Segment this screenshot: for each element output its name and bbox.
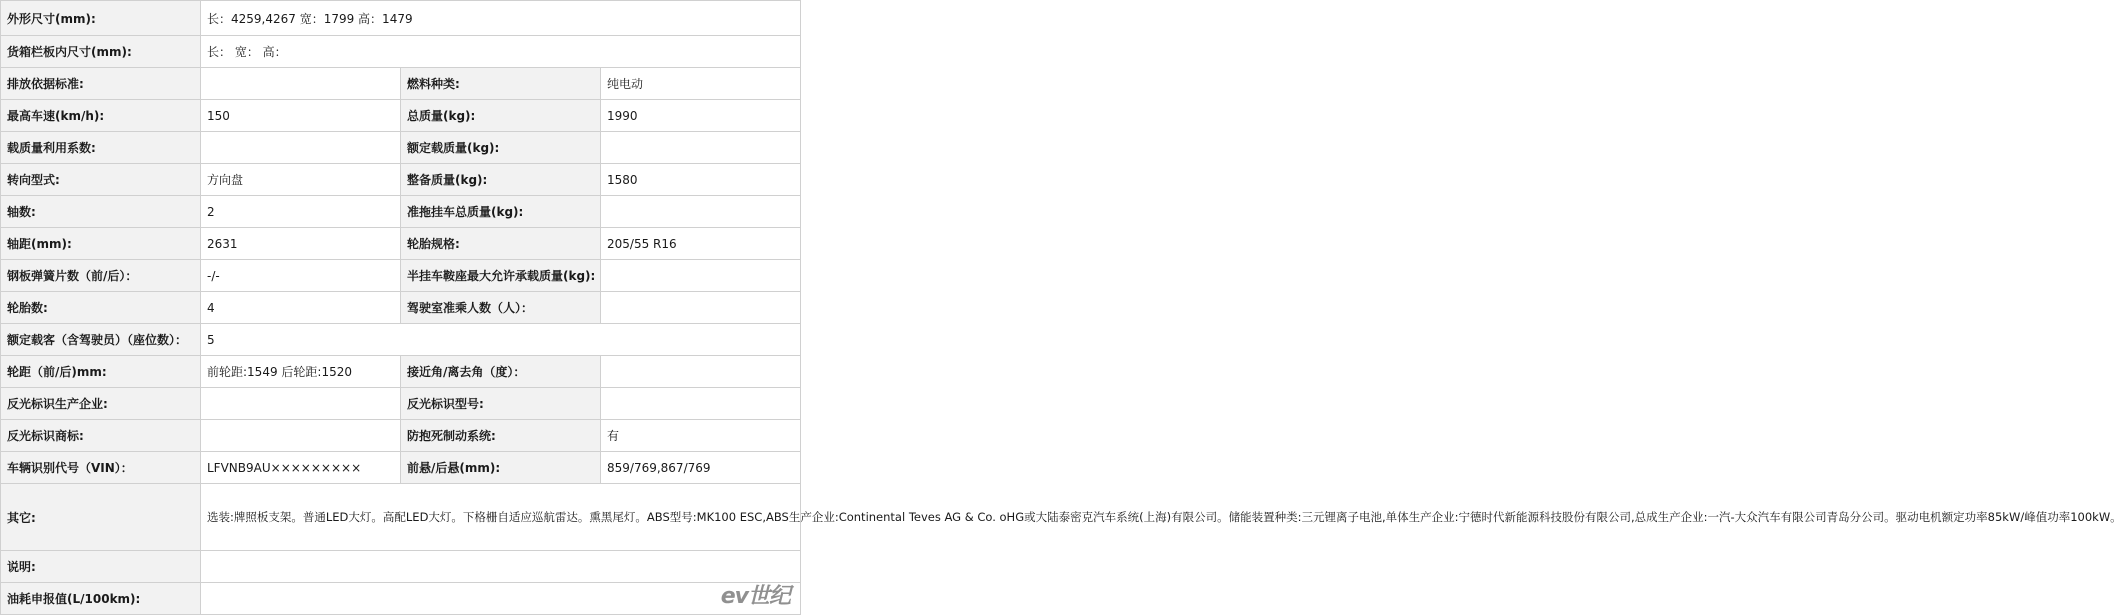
spec-value: 纯电动 (601, 68, 801, 100)
spec-label: 总质量(kg): (401, 100, 601, 132)
spec-label: 反光标识生产企业: (1, 388, 201, 420)
table-row (1, 356, 801, 388)
spec-label: 防抱死制动系统: (401, 420, 601, 452)
spec-label: 排放依据标准: (1, 68, 201, 100)
spec-value (201, 420, 401, 452)
spec-value (201, 132, 401, 164)
table-row (1, 260, 801, 292)
spec-label: 接近角/离去角（度）： (401, 356, 601, 388)
spec-label: 转向型式: (1, 164, 201, 196)
spec-value (601, 260, 801, 292)
spec-label: 轮胎规格: (401, 228, 601, 260)
spec-value: 1990 (601, 100, 801, 132)
spec-label: 额定载质量(kg): (401, 132, 601, 164)
table-row (1, 36, 801, 68)
spec-label: 反光标识商标: (1, 420, 201, 452)
spec-value (601, 356, 801, 388)
table-row (1, 420, 801, 452)
spec-label: 前悬/后悬(mm): (401, 452, 601, 484)
spec-value (201, 68, 401, 100)
spec-value-other: 选装:牌照板支架。普通LED大灯。高配LED大灯。下格栅自适应巡航雷达。熏黑尾灯。ABS型号:MK100 ESC,ABS生产企业:Continental Teves AG & Co. oHG或大陆泰密克汽车系统(上海)有限公司。储能装置种类:三元锂离子电池,单体生产企业:宁德时代新能源科技股份有限公司,总成生产企业:一汽-大众汽车有限公司青岛分公司。驱动电机额定功率85kW/峰值功率100kW。 (201, 484, 801, 551)
spec-label: 轴数: (1, 196, 201, 228)
table-row (1, 164, 801, 196)
spec-value: 有 (601, 420, 801, 452)
spec-value (601, 388, 801, 420)
spec-value: 2631 (201, 228, 401, 260)
table-row (1, 324, 801, 356)
spec-value: 2 (201, 196, 401, 228)
spec-value: 5 (201, 324, 801, 356)
spec-label: 轴距(mm): (1, 228, 201, 260)
spec-label: 燃料种类: (401, 68, 601, 100)
spec-value (201, 583, 801, 615)
table-row (1, 583, 801, 615)
spec-label: 货箱栏板内尺寸(mm): (1, 36, 201, 68)
spec-value: 205/55 R16 (601, 228, 801, 260)
spec-label: 轮距（前/后)mm: (1, 356, 201, 388)
spec-value (201, 388, 401, 420)
watermark-logo: ev世纪 (720, 584, 790, 609)
table-row (1, 68, 801, 100)
spec-label: 轮胎数: (1, 292, 201, 324)
spec-label: 其它: (1, 484, 201, 551)
spec-label: 反光标识型号: (401, 388, 601, 420)
spec-label: 外形尺寸(mm): (1, 1, 201, 36)
table-row (1, 452, 801, 484)
spec-label: 钢板弹簧片数（前/后）： (1, 260, 201, 292)
table-row (1, 484, 801, 551)
spec-label: 准拖挂车总质量(kg): (401, 196, 601, 228)
spec-label: 整备质量(kg): (401, 164, 601, 196)
spec-value (601, 196, 801, 228)
spec-value (601, 292, 801, 324)
spec-label: 半挂车鞍座最大允许承载质量(kg): (401, 260, 601, 292)
table-row (1, 228, 801, 260)
spec-value: 859/769,867/769 (601, 452, 801, 484)
table-row (1, 551, 801, 583)
spec-value: LFVNB9AU××××××××× (201, 452, 401, 484)
spec-value: 150 (201, 100, 401, 132)
spec-label: 最高车速(km/h): (1, 100, 201, 132)
spec-value (601, 132, 801, 164)
table-row (1, 388, 801, 420)
spec-label: 油耗申报值(L/100km): (1, 583, 201, 615)
table-row (1, 132, 801, 164)
spec-value: 长： 宽： 高： (201, 36, 801, 68)
table-row (1, 196, 801, 228)
spec-value: 长：4259,4267 宽：1799 高：1479 (201, 1, 801, 36)
spec-label: 车辆识别代号（VIN）： (1, 452, 201, 484)
spec-label: 驾驶室准乘人数（人）： (401, 292, 601, 324)
table-row (1, 292, 801, 324)
spec-value: 1580 (601, 164, 801, 196)
table-row (1, 100, 801, 132)
spec-value: 方向盘 (201, 164, 401, 196)
spec-value: 4 (201, 292, 401, 324)
spec-label: 额定载客（含驾驶员）（座位数）： (1, 324, 201, 356)
spec-value: 前轮距:1549 后轮距:1520 (201, 356, 401, 388)
spec-label: 载质量利用系数: (1, 132, 201, 164)
spec-value: -/- (201, 260, 401, 292)
table-row (1, 1, 801, 36)
spec-value (201, 551, 801, 583)
spec-label: 说明: (1, 551, 201, 583)
